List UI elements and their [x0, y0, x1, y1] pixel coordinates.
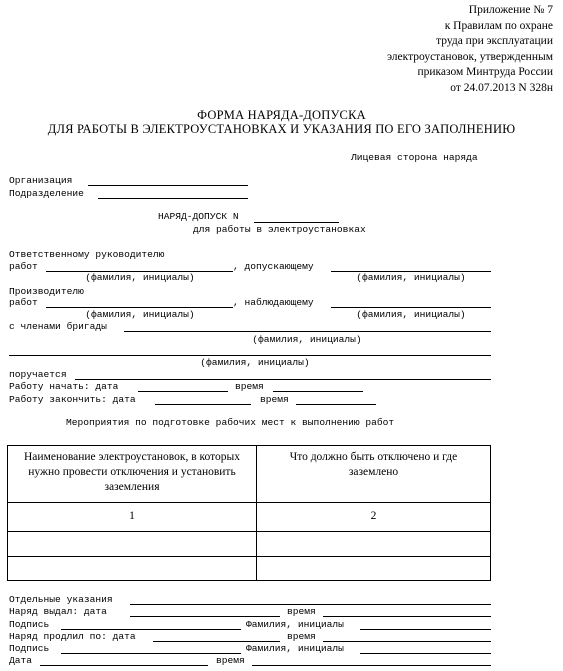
- column-header-installations: Наименование электроустановок, в которых нужно провести отключения и установить заземления: [8, 446, 257, 503]
- table-cell[interactable]: [257, 557, 491, 581]
- special-instructions-field[interactable]: [130, 604, 491, 605]
- name-hint: (фамилия, инициалы): [252, 334, 362, 345]
- permit-number-field[interactable]: [254, 222, 339, 223]
- column-number: 1: [8, 503, 257, 532]
- issued-time-field[interactable]: [323, 616, 491, 617]
- extended-time-field[interactable]: [323, 641, 491, 642]
- extended-name-field[interactable]: [360, 653, 491, 654]
- signature-label: Подпись: [9, 619, 50, 630]
- measures-heading: Мероприятия по подготовке рабочих мест к выполнению работ: [66, 417, 395, 428]
- name-hint: (фамилия, инициалы): [356, 309, 466, 320]
- form-subtitle: ДЛЯ РАБОТЫ В ЭЛЕКТРОУСТАНОВКАХ И УКАЗАНИЯ ПО ЕГО ЗАПОЛНЕНИЮ: [47, 122, 516, 136]
- table-cell[interactable]: [8, 532, 257, 557]
- observing-field[interactable]: [331, 307, 491, 308]
- issued-name-field[interactable]: [360, 629, 491, 630]
- division-field[interactable]: [98, 198, 248, 199]
- start-date-field[interactable]: [138, 391, 228, 392]
- appendix-line: труда при эксплуатации: [436, 35, 553, 48]
- finish-date-field[interactable]: [155, 404, 251, 405]
- appendix-line: Приложение № 7: [468, 4, 553, 16]
- works-label: работ: [9, 261, 38, 272]
- table-header-row: [8, 446, 491, 503]
- issued-by-label: Наряд выдал: дата: [9, 606, 107, 617]
- start-time-label: время: [235, 381, 264, 392]
- signature-label: Подпись: [9, 643, 50, 654]
- permit-purpose: для работы в электроустановках: [193, 224, 366, 235]
- start-time-field[interactable]: [273, 391, 363, 392]
- surname-initials-label: Фамилия, инициалы: [246, 643, 344, 654]
- extended-date-field[interactable]: [153, 641, 280, 642]
- finish-time-field[interactable]: [296, 404, 376, 405]
- time-label: время: [216, 655, 245, 666]
- special-instructions-label: Отдельные указания: [9, 594, 113, 605]
- table-cell[interactable]: [8, 557, 257, 581]
- name-hint: (фамилия, инициалы): [85, 272, 195, 283]
- table-number-row: [8, 503, 491, 532]
- producer-field[interactable]: [46, 307, 233, 308]
- side-label: Лицевая сторона наряда: [351, 152, 478, 163]
- table-row: [8, 557, 491, 581]
- producer-label: Производителю: [9, 286, 84, 297]
- observing-label: , наблюдающему: [233, 297, 314, 308]
- appendix-line: от 24.07.2013 N 328н: [450, 81, 553, 94]
- admitting-label: , допускающему: [233, 261, 314, 272]
- appendix-line: электроустановок, утвержденным: [387, 50, 553, 63]
- issued-signature-field[interactable]: [61, 629, 241, 630]
- assigned-field[interactable]: [75, 379, 491, 380]
- organization-label: Организация: [9, 175, 73, 186]
- name-hint: (фамилия, инициалы): [356, 272, 466, 283]
- works-label: работ: [9, 297, 38, 308]
- appendix-note: [387, 3, 553, 97]
- finish-work-label: Работу закончить: дата: [9, 394, 136, 405]
- brigade-members-label: с членами бригады: [9, 321, 107, 332]
- measures-table: [7, 445, 491, 581]
- name-hint: (фамилия, инициалы): [85, 309, 195, 320]
- issued-date-field[interactable]: [130, 616, 280, 617]
- name-hint: (фамилия, инициалы): [200, 357, 310, 368]
- organization-field[interactable]: [88, 185, 248, 186]
- extended-signature-field[interactable]: [61, 653, 241, 654]
- brigade-members-field-2[interactable]: [9, 355, 491, 356]
- issued-time-label: время: [287, 606, 316, 617]
- column-header-disconnect: Что должно быть отключено и где заземлено: [257, 446, 491, 503]
- time-field[interactable]: [252, 665, 491, 666]
- permit-number-label: НАРЯД-ДОПУСК N: [158, 211, 239, 222]
- table-row: [8, 532, 491, 557]
- table-cell[interactable]: [257, 532, 491, 557]
- division-label: Подразделение: [9, 188, 84, 199]
- form-title: ФОРМА НАРЯДА-ДОПУСКА: [197, 108, 366, 122]
- responsible-manager-label: Ответственному руководителю: [9, 249, 165, 260]
- extended-time-label: время: [287, 631, 316, 642]
- assigned-label: поручается: [9, 369, 67, 380]
- finish-time-label: время: [260, 394, 289, 405]
- column-number: 2: [257, 503, 491, 532]
- surname-initials-label: Фамилия, инициалы: [246, 619, 344, 630]
- appendix-line: приказом Минтруда России: [417, 66, 553, 79]
- appendix-line: к Правилам по охране: [444, 19, 553, 32]
- brigade-members-field[interactable]: [124, 331, 491, 332]
- extended-by-label: Наряд продлил по: дата: [9, 631, 136, 642]
- date-field[interactable]: [40, 665, 208, 666]
- date-label: Дата: [9, 655, 33, 666]
- start-work-label: Работу начать: дата: [9, 381, 119, 392]
